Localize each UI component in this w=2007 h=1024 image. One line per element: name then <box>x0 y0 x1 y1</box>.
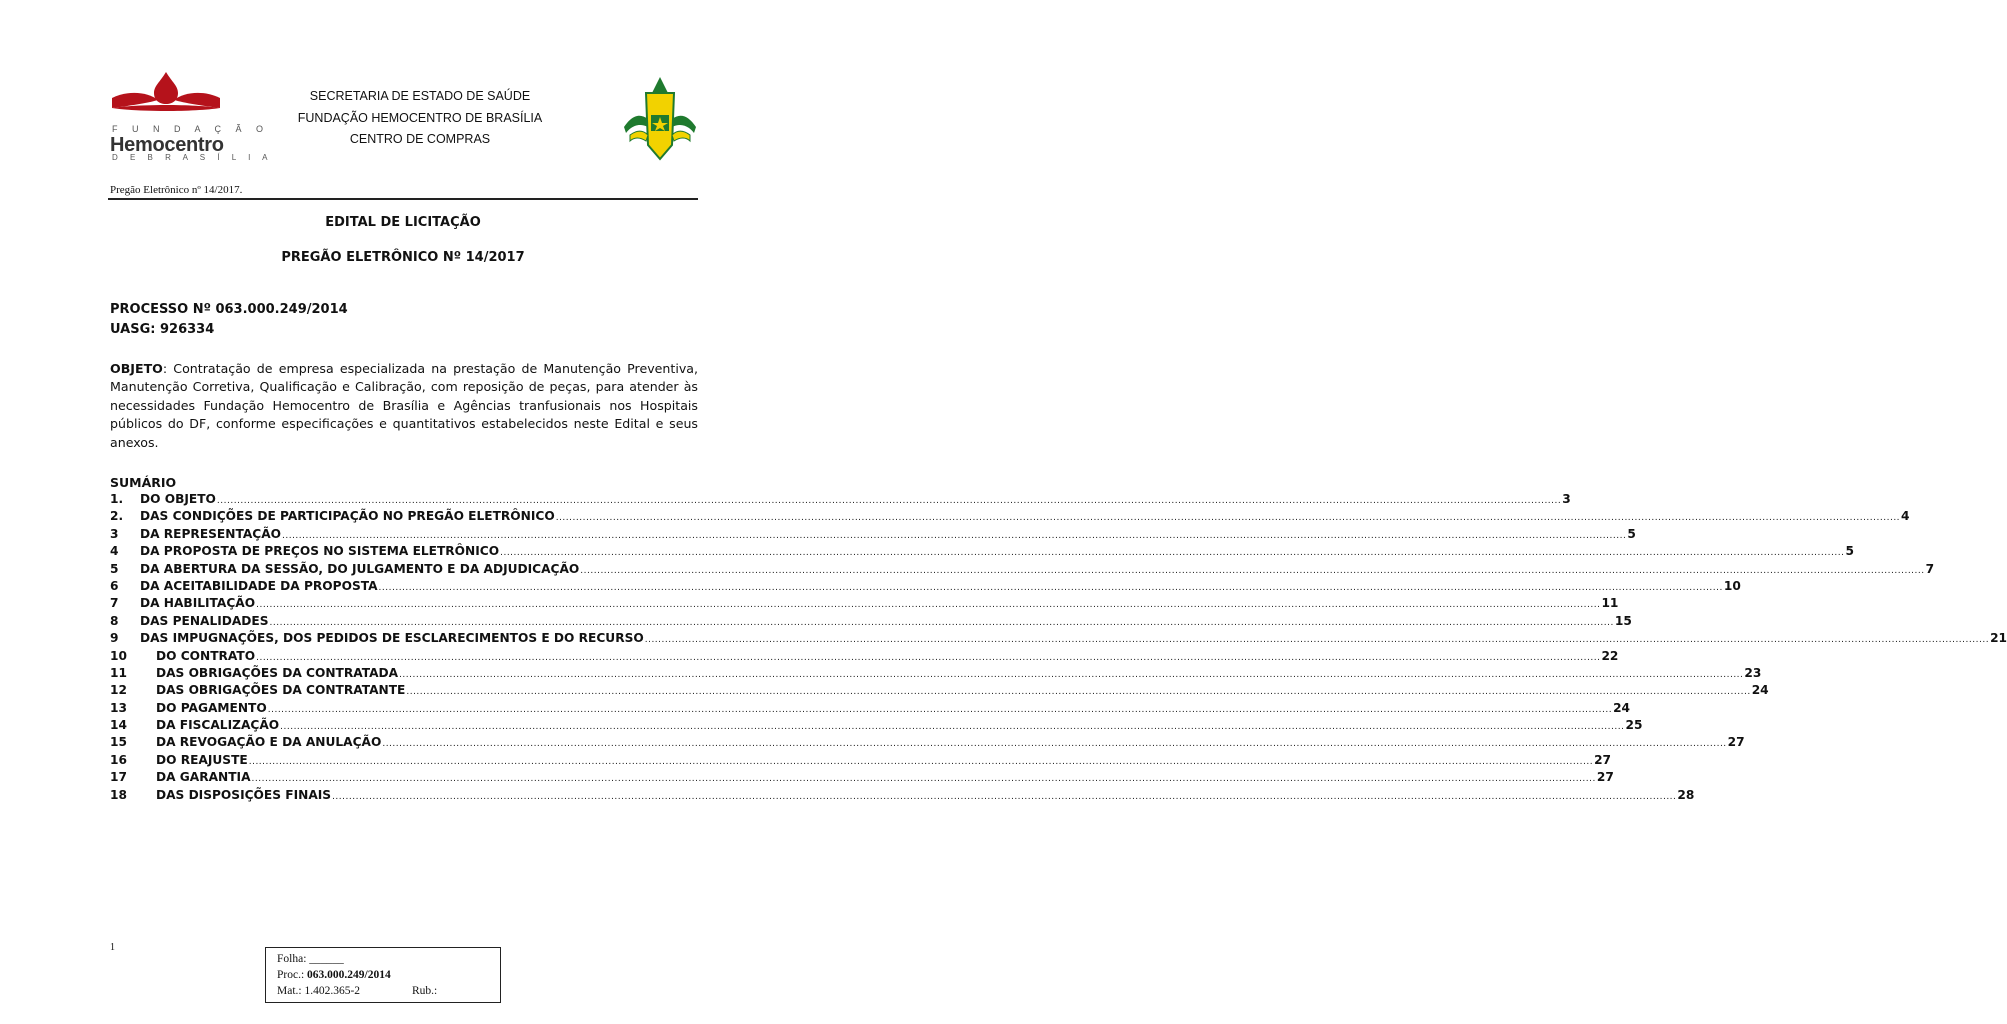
toc-item-title: DO REAJUSTE <box>156 752 248 767</box>
toc-item-page: 7 <box>1925 561 1935 576</box>
toc-item[interactable] <box>110 561 1935 579</box>
header-line-centro: CENTRO DE COMPRAS <box>349 132 491 146</box>
header-line-fundacao: FUNDAÇÃO HEMOCENTRO DE BRASÍLIA <box>297 111 543 125</box>
toc-item-page: 21 <box>1990 631 2007 646</box>
toc-item[interactable] <box>110 526 1636 544</box>
toc-item-leader: ................................................................................................................................................................................................................................................................................................................................................................................................................ <box>267 704 1613 715</box>
toc-item[interactable] <box>110 631 2007 648</box>
toc-item-number: 17 <box>110 770 127 785</box>
toc-item-number: 7 <box>110 596 119 611</box>
uasg-number: UASG: 926334 <box>110 322 215 337</box>
toc-item-title: DAS CONDIÇÕES DE PARTICIPAÇÃO NO PREGÃO ELETRÔNICO <box>140 509 555 524</box>
mat-line: Mat.: 1.402.365-2 <box>277 985 361 997</box>
toc-item[interactable] <box>110 613 1632 631</box>
toc-item[interactable] <box>110 509 1910 526</box>
toc-item-leader: ................................................................................................................................................................................................................................................................................................................................................................................................................ <box>378 582 1723 593</box>
toc-item[interactable] <box>110 544 1854 561</box>
toc-item-page: 5 <box>1627 526 1636 541</box>
toc-item-number: 13 <box>110 700 127 715</box>
logo-brasilia-text: D E B R A S Í L I A <box>112 153 273 162</box>
objeto-text: : Contratação de empresa especializada na prestação de Manutenção Preventiva, Manutenção Corretiva, Qualificação e Calibração, com reposição de peças, para atender às necessidades Fundação Hemocentro de Brasília e Agências tranfusionais nos Hospitais públicos do DF, conforme especificações e quantitativos estabelecidos neste Edital e seus anexos. <box>110 361 698 450</box>
toc-item-number: 4 <box>110 544 119 559</box>
toc-item-page: 15 <box>1614 613 1632 628</box>
toc-item-title: DA PROPOSTA DE PREÇOS NO SISTEMA ELETRÔNICO <box>140 544 500 559</box>
toc-item-title: DO CONTRATO <box>156 648 256 663</box>
folha-stamp-box <box>265 947 501 1003</box>
toc-item-title: DAS OBRIGAÇÕES DA CONTRATADA <box>156 665 399 680</box>
toc-item-leader: ................................................................................................................................................................................................................................................................................................................................................................................................................ <box>644 635 1990 646</box>
rub-line: Rub.: <box>412 985 438 997</box>
toc-item-title: DA HABILITAÇÃO <box>140 596 256 611</box>
summary-title: SUMÁRIO <box>110 475 177 490</box>
toc-item-number: 12 <box>110 683 127 698</box>
toc-item-page: 24 <box>1751 683 1769 698</box>
toc-item-number: 1. <box>110 492 124 506</box>
toc-item-leader: ................................................................................................................................................................................................................................................................................................................................................................................................................ <box>500 548 1845 559</box>
toc-item[interactable] <box>110 787 1695 805</box>
toc-item-number: 14 <box>110 718 127 733</box>
header-divider <box>108 198 698 200</box>
toc-item-leader: ................................................................................................................................................................................................................................................................................................................................................................................................................ <box>399 669 1744 680</box>
header-line-secretaria: SECRETARIA DE ESTADO DE SAÚDE <box>309 89 531 103</box>
toc-item-number: 3 <box>110 526 119 541</box>
page-number: 1 <box>110 942 115 953</box>
toc-item-page: 3 <box>1562 492 1571 506</box>
toc-item-title: DA REVOGAÇÃO E DA ANULAÇÃO <box>156 735 382 750</box>
toc-item-page: 24 <box>1613 700 1631 715</box>
toc-item-page: 25 <box>1625 718 1643 733</box>
toc-item-number: 16 <box>110 752 127 767</box>
toc-item-leader: ................................................................................................................................................................................................................................................................................................................................................................................................................ <box>248 756 1594 767</box>
toc-item-leader: ................................................................................................................................................................................................................................................................................................................................................................................................................ <box>269 617 1614 628</box>
toc-item-title: DA FISCALIZAÇÃO <box>156 718 280 733</box>
toc-item-leader: ................................................................................................................................................................................................................................................................................................................................................................................................................ <box>256 652 1601 663</box>
proc-value: 063.000.249/2014 <box>307 969 391 981</box>
toc-item-leader: ................................................................................................................................................................................................................................................................................................................................................................................................................ <box>251 774 1596 785</box>
objeto-paragraph <box>110 360 698 452</box>
proc-label: Proc.: <box>277 969 308 981</box>
toc-item-leader: ................................................................................................................................................................................................................................................................................................................................................................................................................ <box>281 530 1627 541</box>
df-emblem-icon <box>622 75 698 165</box>
toc-item-number: 10 <box>110 648 127 663</box>
toc-item-page: 22 <box>1601 648 1619 663</box>
toc-item-title: DAS PENALIDADES <box>140 613 269 628</box>
document-title: EDITAL DE LICITAÇÃO <box>325 215 481 230</box>
toc-item-title: DO OBJETO <box>140 492 216 506</box>
toc-item[interactable] <box>110 596 1619 613</box>
toc-item-number: 5 <box>110 561 119 576</box>
toc-item[interactable] <box>110 492 1571 509</box>
logo-hemocentro-text: Hemocentro <box>110 134 224 156</box>
toc-item-leader: ................................................................................................................................................................................................................................................................................................................................................................................................................ <box>406 687 1751 698</box>
toc-item-number: 9 <box>110 631 119 646</box>
objeto-label: OBJETO <box>110 361 163 376</box>
toc-item-page: 11 <box>1601 596 1619 611</box>
toc-item-number: 15 <box>110 735 127 750</box>
toc-item[interactable] <box>110 752 1612 770</box>
toc-item-leader: ................................................................................................................................................................................................................................................................................................................................................................................................................ <box>555 513 1901 524</box>
toc-item-leader: ................................................................................................................................................................................................................................................................................................................................................................................................................ <box>382 739 1727 750</box>
logo-fundacao-text: F U N D A Ç Ã O <box>112 124 270 134</box>
toc-item-number: 6 <box>110 578 119 593</box>
toc-item[interactable] <box>110 735 1745 752</box>
toc-item-number: 8 <box>110 613 119 628</box>
proc-line <box>277 969 391 981</box>
toc-item-title: DAS DISPOSIÇÕES FINAIS <box>156 787 332 802</box>
toc-item[interactable] <box>110 700 1631 718</box>
toc-item-title: DA REPRESENTAÇÃO <box>140 526 281 541</box>
toc-item-leader: ................................................................................................................................................................................................................................................................................................................................................................................................................ <box>280 722 1625 733</box>
toc-item-page: 27 <box>1727 735 1745 750</box>
toc-item-page: 28 <box>1677 787 1695 802</box>
toc-item-page: 27 <box>1594 752 1612 767</box>
toc-item[interactable] <box>110 718 1643 735</box>
toc-item-page: 5 <box>1845 544 1854 559</box>
toc-item[interactable] <box>110 648 1619 666</box>
toc-item-title: DA ABERTURA DA SESSÃO, DO JULGAMENTO E DA ADJUDICAÇÃO <box>140 561 580 576</box>
document-subtitle: PREGÃO ELETRÔNICO Nº 14/2017 <box>281 250 525 265</box>
processo-number: PROCESSO Nº 063.000.249/2014 <box>110 302 348 317</box>
toc-item-leader: ................................................................................................................................................................................................................................................................................................................................................................................................................ <box>580 565 1925 576</box>
toc-item-number: 18 <box>110 787 127 802</box>
toc-item[interactable] <box>110 578 1741 596</box>
toc-item[interactable] <box>110 665 1762 683</box>
toc-item-page: 23 <box>1744 665 1762 680</box>
pregao-reference: Pregão Eletrônico nº 14/2017. <box>110 184 243 196</box>
folha-line: Folha: ______ <box>277 953 344 965</box>
toc-item-number: 11 <box>110 665 127 680</box>
toc-item-leader: ................................................................................................................................................................................................................................................................................................................................................................................................................ <box>332 791 1677 802</box>
toc-item-title: DA ACEITABILIDADE DA PROPOSTA <box>140 578 378 593</box>
toc-item-page: 27 <box>1596 770 1614 785</box>
toc-item-page: 10 <box>1723 578 1741 593</box>
toc-item[interactable] <box>110 683 1769 700</box>
toc-item-title: DA GARANTIA <box>156 770 251 785</box>
toc-item-page: 4 <box>1901 509 1910 524</box>
table-of-contents <box>110 492 2007 805</box>
toc-item-leader: ................................................................................................................................................................................................................................................................................................................................................................................................................ <box>256 600 1601 611</box>
toc-item-title: DAS IMPUGNAÇÕES, DOS PEDIDOS DE ESCLARECIMENTOS E DO RECURSO <box>140 631 644 646</box>
toc-item-leader: ................................................................................................................................................................................................................................................................................................................................................................................................................ <box>216 496 1562 506</box>
toc-item-title: DO PAGAMENTO <box>156 700 267 715</box>
toc-item[interactable] <box>110 770 1614 787</box>
toc-item-title: DAS OBRIGAÇÕES DA CONTRATANTE <box>156 683 406 698</box>
toc-item-number: 2. <box>110 509 124 524</box>
